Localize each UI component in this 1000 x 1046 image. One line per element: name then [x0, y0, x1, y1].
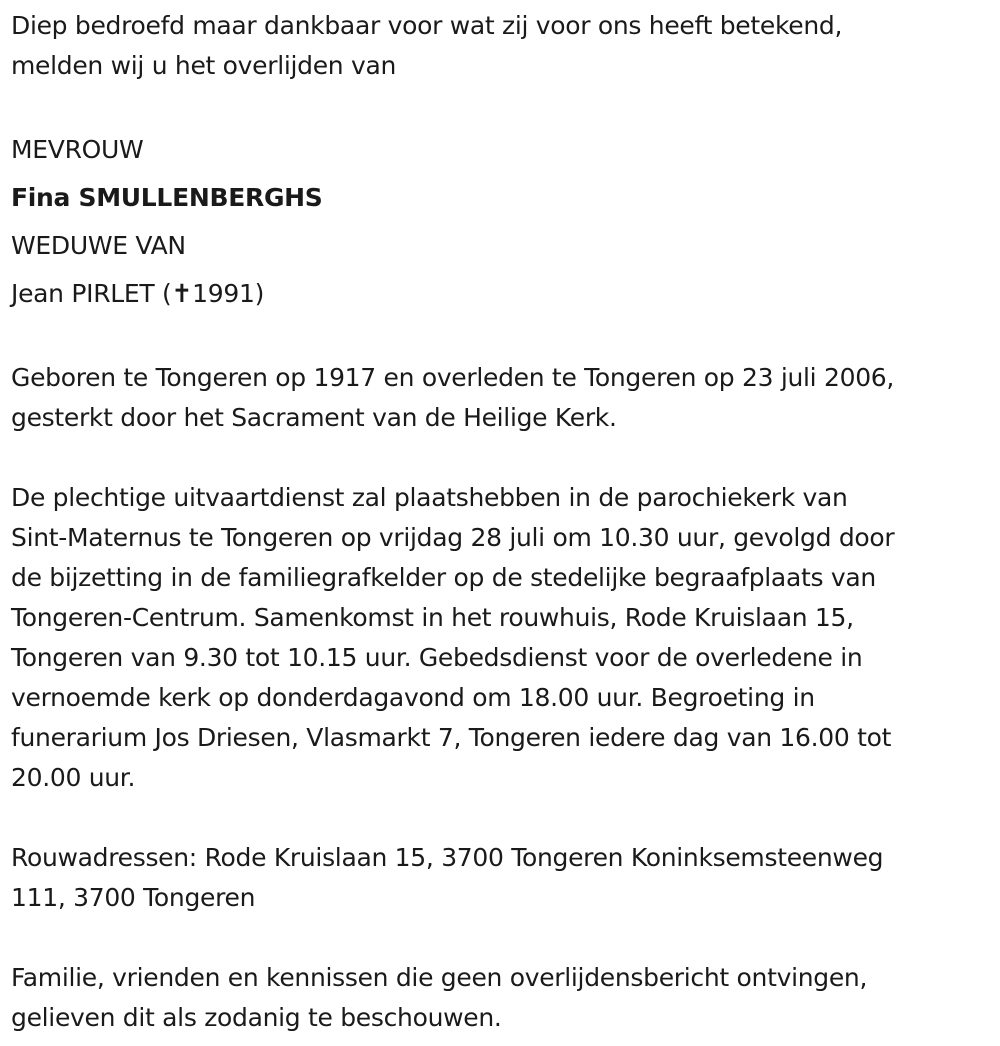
spacer — [11, 798, 991, 838]
funeral-line: Tongeren-Centrum. Samenkomst in het rouwhuis, Rode Kruislaan 15, — [11, 603, 854, 632]
spouse-death-year: 1991) — [192, 279, 265, 308]
funeral-line: 20.00 uur. — [11, 763, 136, 792]
closing-line-1: Familie, vrienden en kennissen die geen overlijdensbericht ontvingen, — [11, 963, 868, 992]
spacer — [11, 438, 991, 478]
intro-line-2: melden wij u het overlijden van — [11, 51, 397, 80]
birth-death-line-1: Geboren te Tongeren op 1917 en overleden te Tongeren op 23 juli 2006, — [11, 363, 895, 392]
deceased-name: Fina SMULLENBERGHS — [11, 183, 323, 212]
spouse-line — [11, 270, 991, 318]
addresses-line-1: Rouwadressen: Rode Kruislaan 15, 3700 Tongeren Koninksemsteenweg — [11, 843, 884, 872]
funeral-line: vernoemde kerk op donderdagavond om 18.00 uur. Begroeting in — [11, 683, 815, 712]
closing-line-2: gelieven dit als zodanig te beschouwen. — [11, 1003, 502, 1032]
closing-paragraph — [11, 958, 991, 1038]
spacer — [11, 918, 991, 958]
addresses-paragraph — [11, 838, 991, 918]
funeral-line: Sint-Maternus te Tongeren op vrijdag 28 juli om 10.30 uur, gevolgd door — [11, 523, 895, 552]
deceased-block — [11, 126, 991, 318]
funeral-line: de bijzetting in de familiegrafkelder op de stedelijke begraafplaats van — [11, 563, 876, 592]
honorific-title: MEVROUW — [11, 135, 144, 164]
obituary-document — [11, 6, 991, 1038]
relation-label: WEDUWE VAN — [11, 231, 186, 260]
funeral-line: funerarium Jos Driesen, Vlasmarkt 7, Tongeren iedere dag van 16.00 tot — [11, 723, 892, 752]
cross-icon: ✝ — [171, 279, 193, 308]
addresses-line-2: 111, 3700 Tongeren — [11, 883, 256, 912]
intro-line-1: Diep bedroefd maar dankbaar voor wat zij voor ons heeft betekend, — [11, 11, 843, 40]
funeral-line: Tongeren van 9.30 tot 10.15 uur. Gebedsdienst voor de overledene in — [11, 643, 863, 672]
spacer — [11, 318, 991, 358]
spouse-name: Jean PIRLET ( — [11, 279, 172, 308]
spacer — [11, 86, 991, 126]
funeral-line: De plechtige uitvaartdienst zal plaatshebben in de parochiekerk van — [11, 483, 848, 512]
intro-paragraph — [11, 6, 991, 86]
funeral-paragraph — [11, 478, 991, 798]
birth-death-paragraph — [11, 358, 991, 438]
birth-death-line-2: gesterkt door het Sacrament van de Heilige Kerk. — [11, 403, 617, 432]
